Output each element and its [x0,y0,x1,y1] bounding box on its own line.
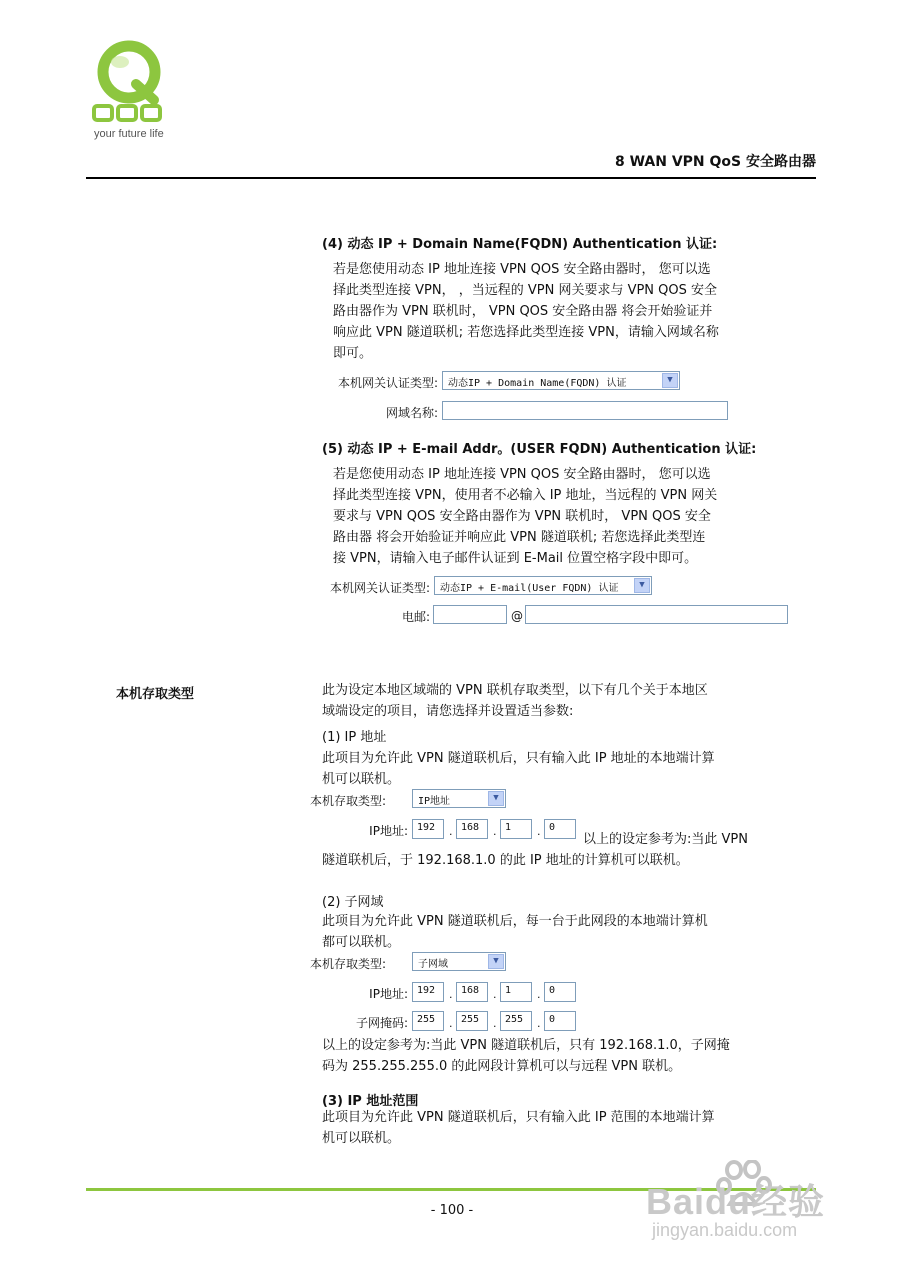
watermark-brand: Baidu经验 [646,1181,826,1222]
ip-octet-4[interactable]: 0 [544,819,576,839]
text-line: 此项目为允许此 VPN 隧道联机后，只有输入此 IP 地址的本地端计算 [322,751,715,766]
ip-heading: (1) IP 地址 [322,730,387,745]
page-number: - 100 - [430,1203,474,1218]
mask-octet-1[interactable]: 255 [412,1011,444,1031]
section5-heading: (5) 动态 IP + E-mail Addr。(USER FQDN) Authentication 认证: [322,442,757,457]
ip-address-label: IP地址: [369,824,408,838]
at-sign: @ [511,609,523,623]
text-line: 域端设定的项目，请您选择并设置适当参数: [322,704,574,719]
section4-description [333,259,783,364]
text-line: 要求与 VPN QOS 安全路由器作为 VPN 联机时， VPN QOS 安全 [333,509,711,524]
chevron-down-icon: ▼ [488,791,504,806]
range-heading: (3) IP 地址范围 [322,1094,419,1109]
header-divider [86,177,816,179]
octet-separator: . [449,825,453,838]
ip-octet-1[interactable]: 192 [412,982,444,1002]
mask-octet-4[interactable]: 0 [544,1011,576,1031]
ip-octet-4[interactable]: 0 [544,982,576,1002]
local-access-intro [322,680,782,722]
text-line: 若是您使用动态 IP 地址连接 VPN QOS 安全路由器时， 您可以选 [333,467,711,482]
ip-description [322,748,782,790]
text-line: 此项目为允许此 VPN 隧道联机后，只有输入此 IP 范围的本地端计算 [322,1110,715,1125]
text-line: 路由器 将会开始验证并响应此 VPN 隧道联机; 若您选择此类型连 [333,530,706,545]
octet-separator: . [537,1017,541,1030]
domain-name-label: 网域名称: [385,406,438,420]
octet-separator: . [493,988,497,1001]
local-access-side-title: 本机存取类型 [116,687,195,702]
chevron-down-icon: ▼ [488,954,504,969]
mask-octet-2[interactable]: 255 [456,1011,488,1031]
octet-separator: . [493,1017,497,1030]
subnet-note [322,1035,792,1077]
text-line: 若是您使用动态 IP 地址连接 VPN QOS 安全路由器时， 您可以选 [333,262,711,277]
section4-heading: (4) 动态 IP + Domain Name(FQDN) Authentication 认证: [322,237,718,252]
octet-separator: . [449,988,453,1001]
watermark-url: jingyan.baidu.com [652,1220,798,1240]
text-line: 即可。 [333,346,373,361]
auth-type-select[interactable] [434,576,652,595]
ip-octet-2[interactable]: 168 [456,982,488,1002]
text-line: 择此类型连接 VPN， ，当远程的 VPN 网关要求与 VPN QOS 安全 [333,283,718,298]
subnet-mask-label: 子网掩码: [355,1016,408,1030]
select-value: IP地址 [418,796,451,807]
text-line: 都可以联机。 [322,935,401,950]
text-line: 码为 255.255.255.0 的此网段计算机可以与远程 VPN 联机。 [322,1059,682,1074]
access-type-select[interactable] [412,952,506,971]
text-line: 择此类型连接 VPN，使用者不必输入 IP 地址，当远程的 VPN 网关 [333,488,718,503]
range-description [322,1107,792,1149]
text-line: 以上的设定参考为:当此 VPN 隧道联机后，只有 192.168.1.0，子网掩 [322,1038,730,1053]
mask-octet-3[interactable]: 255 [500,1011,532,1031]
text-line: 此项目为允许此 VPN 隧道联机后，每一台于此网段的本地端计算机 [322,914,708,929]
subnet-heading: (2) 子网域 [322,895,384,910]
chevron-down-icon: ▼ [662,373,678,388]
octet-separator: . [537,825,541,838]
ip-address-label: IP地址: [369,987,408,1001]
logo-tagline: your future life [94,128,164,140]
email-domain-input[interactable] [525,605,788,624]
select-value: 动态IP + E-mail(User FQDN) 认证 [440,583,619,594]
octet-separator: . [449,1017,453,1030]
qno-logo [92,40,172,130]
auth-type-label: 本机网关认证类型: [329,581,430,595]
octet-separator: . [493,825,497,838]
select-value: 子网域 [418,959,448,970]
text-line: 路由器作为 VPN 联机时， VPN QOS 安全路由器 将会开始验证并 [333,304,713,319]
auth-type-select[interactable] [442,371,680,390]
subnet-description [322,911,782,953]
email-user-input[interactable] [433,605,507,624]
chevron-down-icon: ▼ [634,578,650,593]
ip-octet-3[interactable]: 1 [500,982,532,1002]
qno-logo-icon [92,40,172,130]
baidu-watermark [640,1162,870,1262]
text-line: 机可以联机。 [322,772,401,787]
text-line: 此为设定本地区域端的 VPN 联机存取类型，以下有几个关于本地区 [322,683,708,698]
page-header-title: 8 WAN VPN QoS 安全路由器 [614,154,816,170]
ip-octet-3[interactable]: 1 [500,819,532,839]
ip-octet-1[interactable]: 192 [412,819,444,839]
access-type-label: 本机存取类型: [310,794,387,808]
text-line: 机可以联机。 [322,1131,401,1146]
access-type-label: 本机存取类型: [310,957,387,971]
ip-note-next: 隧道联机后，于 192.168.1.0 的此 IP 地址的计算机可以联机。 [322,853,689,868]
ip-octet-2[interactable]: 168 [456,819,488,839]
select-value: 动态IP + Domain Name(FQDN) 认证 [448,378,627,389]
email-label: 电邮: [401,610,430,624]
auth-type-label: 本机网关认证类型: [337,376,438,390]
text-line: 接 VPN，请输入电子邮件认证到 E-Mail 位置空格字段中即可。 [333,551,698,566]
access-type-select[interactable] [412,789,506,808]
domain-name-input[interactable] [442,401,728,420]
text-line: 响应此 VPN 隧道联机; 若您选择此类型连接 VPN，请输入网域名称 [333,325,719,340]
octet-separator: . [537,988,541,1001]
section5-description [333,464,783,569]
ip-note-inline: 以上的设定参考为:当此 VPN [583,832,748,847]
